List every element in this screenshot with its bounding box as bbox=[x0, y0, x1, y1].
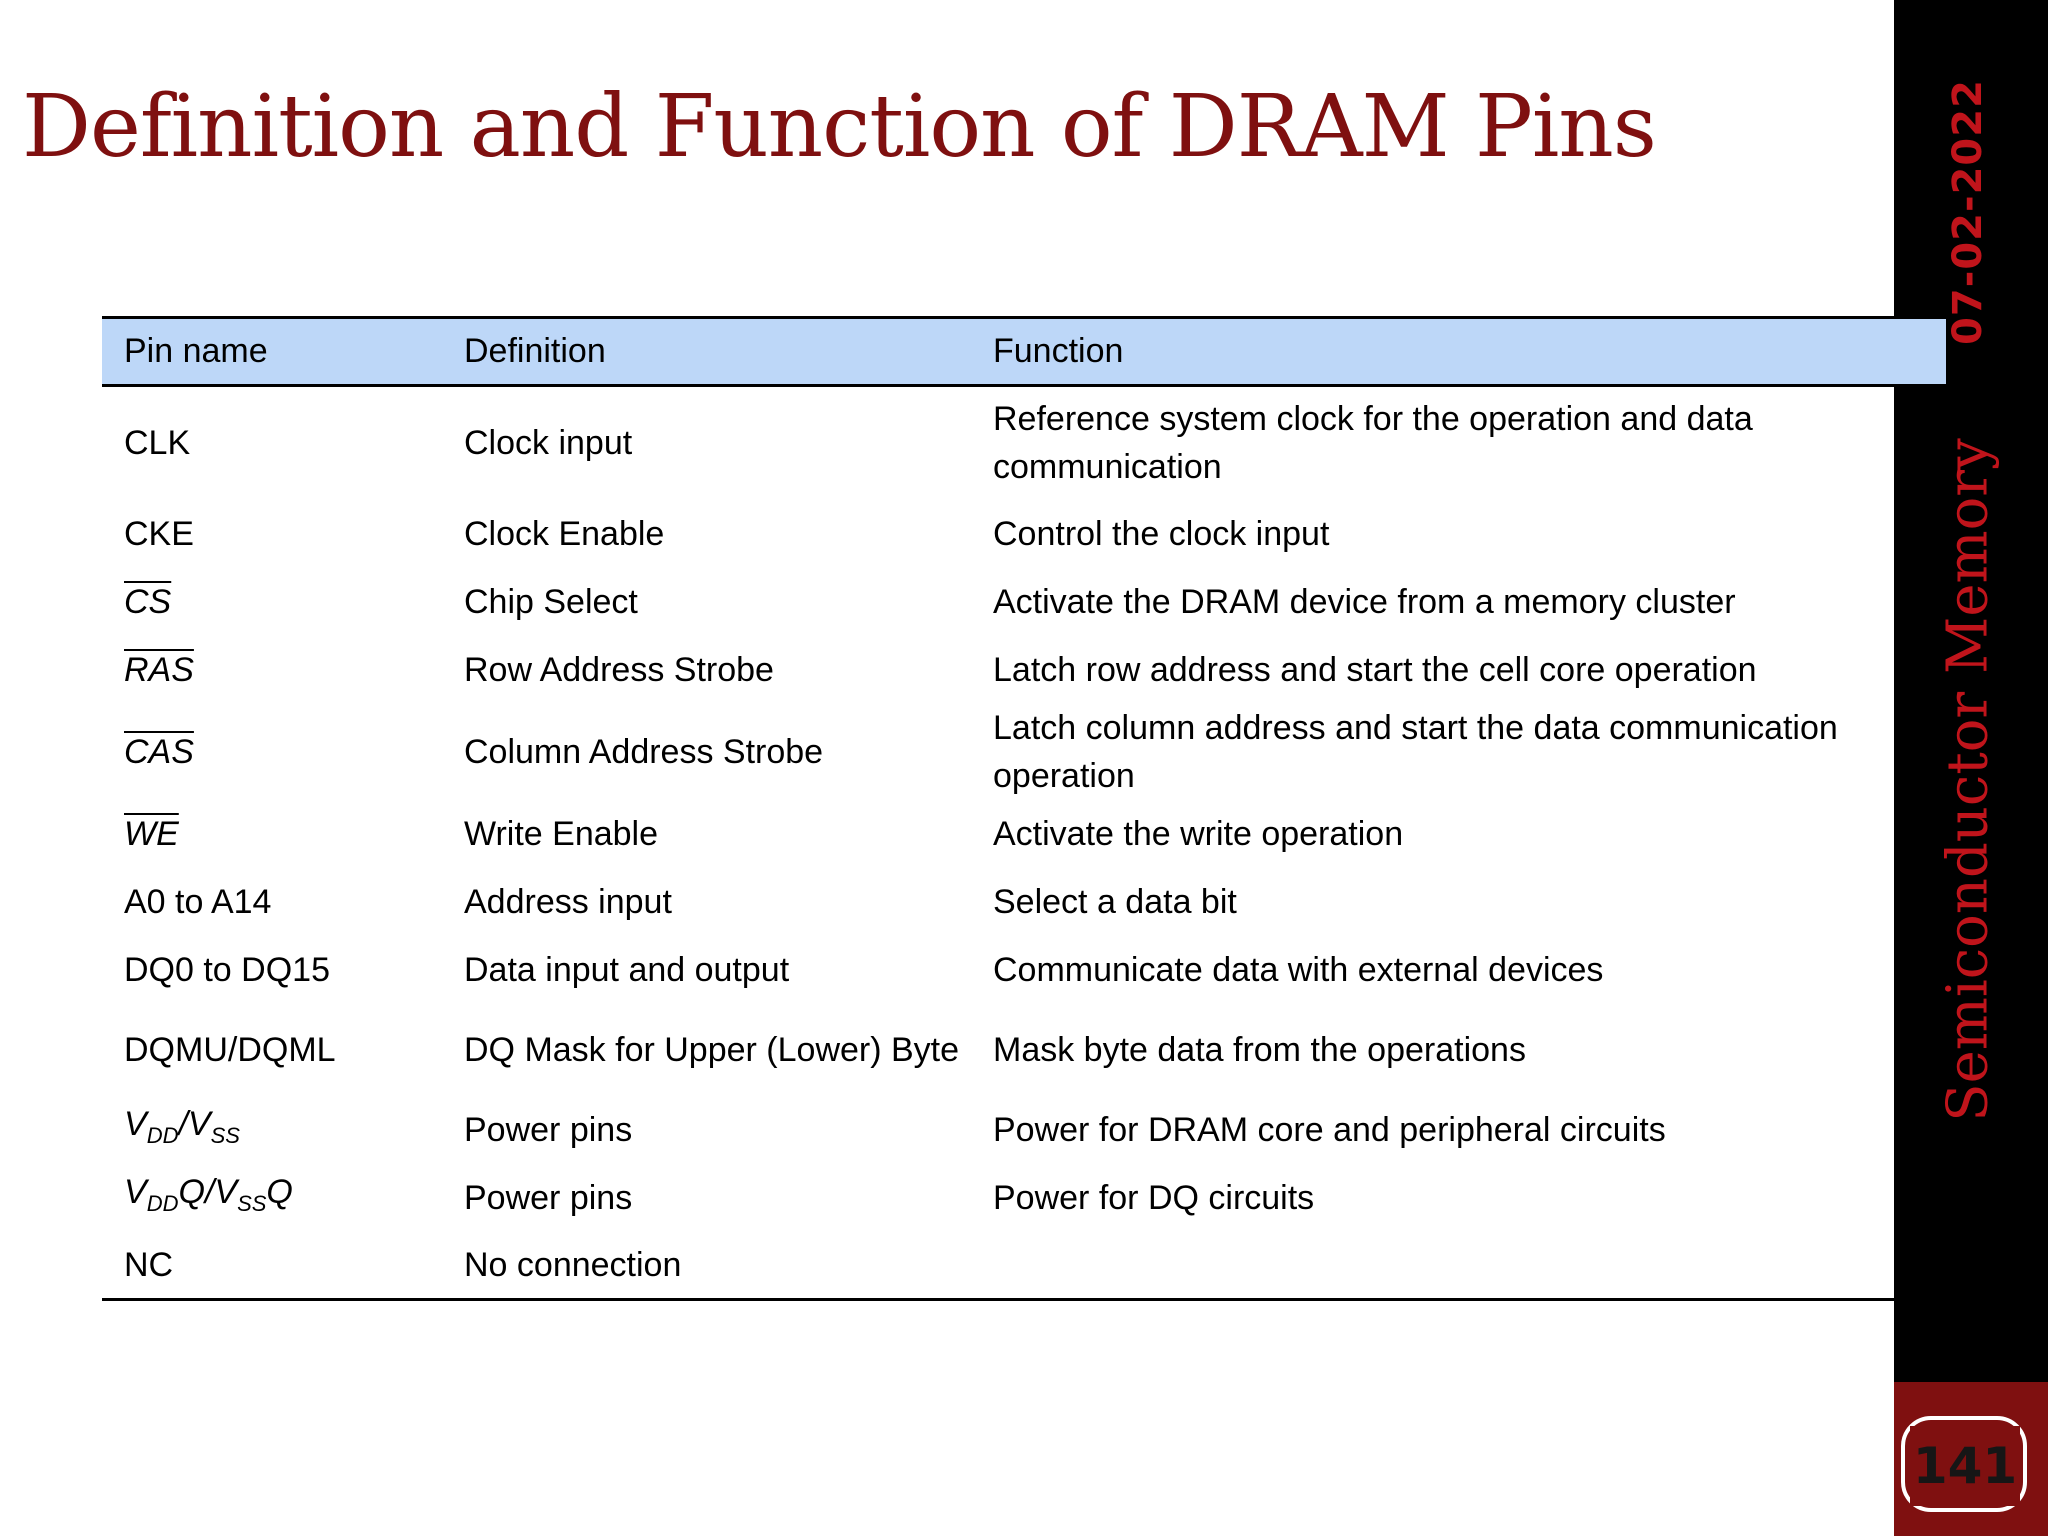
pin-definition: Chip Select bbox=[464, 582, 638, 621]
table-row bbox=[102, 500, 1946, 568]
pin-name-overlined: $\overline{WE}$ bbox=[124, 814, 179, 853]
pin-slash: / bbox=[178, 1104, 188, 1143]
pin-name: DQMU/DQML bbox=[124, 1030, 336, 1069]
pin-definition: Write Enable bbox=[464, 814, 659, 853]
pin-v: V bbox=[214, 1172, 238, 1211]
pin-definition: Row Address Strobe bbox=[464, 650, 774, 689]
pin-name: CLK bbox=[124, 424, 191, 463]
table-row bbox=[102, 800, 1946, 868]
pin-name-overlined: $\overline{CS}$ bbox=[124, 582, 172, 621]
pin-sub-ss: SS bbox=[210, 1122, 240, 1148]
slide-title: Definition and Function of DRAM Pins bbox=[22, 77, 1656, 177]
pin-slash: / bbox=[204, 1172, 215, 1211]
pin-function: Communicate data with external devices bbox=[993, 950, 1604, 989]
pin-definition: Power pins bbox=[464, 1178, 633, 1217]
table-row bbox=[102, 704, 1946, 800]
pin-name: NC bbox=[102, 1232, 442, 1300]
table-row bbox=[102, 868, 1946, 936]
pin-name bbox=[102, 800, 442, 868]
pin-name-overlined: $\overline{RAS}$ bbox=[124, 650, 194, 689]
pin-function: Select a data bit bbox=[993, 882, 1237, 921]
pin-name-overlined: $\overline{CAS}$ bbox=[124, 732, 194, 771]
pin-function: Reference system clock for the operation and data communication bbox=[993, 400, 1753, 487]
pin-q: Q bbox=[178, 1172, 205, 1211]
pin-definition: Column Address Strobe bbox=[464, 732, 824, 771]
table-row bbox=[102, 636, 1946, 704]
table-row bbox=[102, 1004, 1946, 1096]
side-date: 07-02-2022 bbox=[1945, 79, 1991, 345]
pin-name: A0 to A14 bbox=[124, 882, 272, 921]
side-subject: Semiconductor Memory bbox=[1935, 438, 2001, 1122]
page-number: 141 bbox=[1910, 1426, 2020, 1506]
pin-definition: Clock Enable bbox=[464, 514, 665, 553]
pin-definition: Data input and output bbox=[464, 950, 790, 989]
pin-sub-dd: DD bbox=[146, 1190, 179, 1216]
pin-name bbox=[102, 704, 442, 800]
pin-name-vddq-vssq bbox=[102, 1164, 442, 1232]
pin-v: V bbox=[124, 1104, 147, 1143]
header-definition: Definition bbox=[442, 318, 971, 386]
pin-definition: No connection bbox=[442, 1232, 971, 1300]
pin-name bbox=[102, 568, 442, 636]
pin-q: Q bbox=[266, 1172, 293, 1211]
header-function: Function bbox=[971, 318, 1946, 386]
pin-definition: Clock input bbox=[464, 424, 633, 463]
pin-v: V bbox=[124, 1172, 147, 1211]
pin-name: CKE bbox=[124, 514, 194, 553]
table-row bbox=[102, 1164, 1946, 1232]
pin-sub-ss: SS bbox=[237, 1190, 267, 1216]
pin-function: Latch row address and start the cell core operation bbox=[993, 650, 1757, 689]
pin-definition: DQ Mask for Upper (Lower) Byte bbox=[464, 1030, 960, 1069]
table-row bbox=[102, 1232, 1946, 1300]
table-row bbox=[102, 568, 1946, 636]
pin-definition: Power pins bbox=[464, 1110, 633, 1149]
pin-function: Activate the DRAM device from a memory cluster bbox=[993, 582, 1736, 621]
pin-table bbox=[102, 316, 1946, 1301]
pin-function bbox=[971, 1232, 1946, 1300]
pin-definition: Address input bbox=[464, 882, 672, 921]
pin-function: Control the clock input bbox=[993, 514, 1330, 553]
pin-sub-dd: DD bbox=[146, 1122, 179, 1148]
table-row bbox=[102, 386, 1946, 500]
pin-name bbox=[102, 636, 442, 704]
pin-function: Power for DRAM core and peripheral circuits bbox=[993, 1110, 1666, 1149]
pin-function: Power for DQ circuits bbox=[993, 1178, 1315, 1217]
table-header-row bbox=[102, 318, 1946, 386]
table-row bbox=[102, 936, 1946, 1004]
pin-name: DQ0 to DQ15 bbox=[124, 950, 330, 989]
pin-v: V bbox=[187, 1104, 211, 1143]
table-row bbox=[102, 1096, 1946, 1164]
pin-name-vdd-vss bbox=[102, 1096, 442, 1164]
pin-function: Activate the write operation bbox=[993, 814, 1404, 853]
pin-function: Latch column address and start the data communication operation bbox=[993, 708, 1838, 795]
header-pin-name: Pin name bbox=[102, 318, 442, 386]
pin-function: Mask byte data from the operations bbox=[993, 1030, 1526, 1069]
